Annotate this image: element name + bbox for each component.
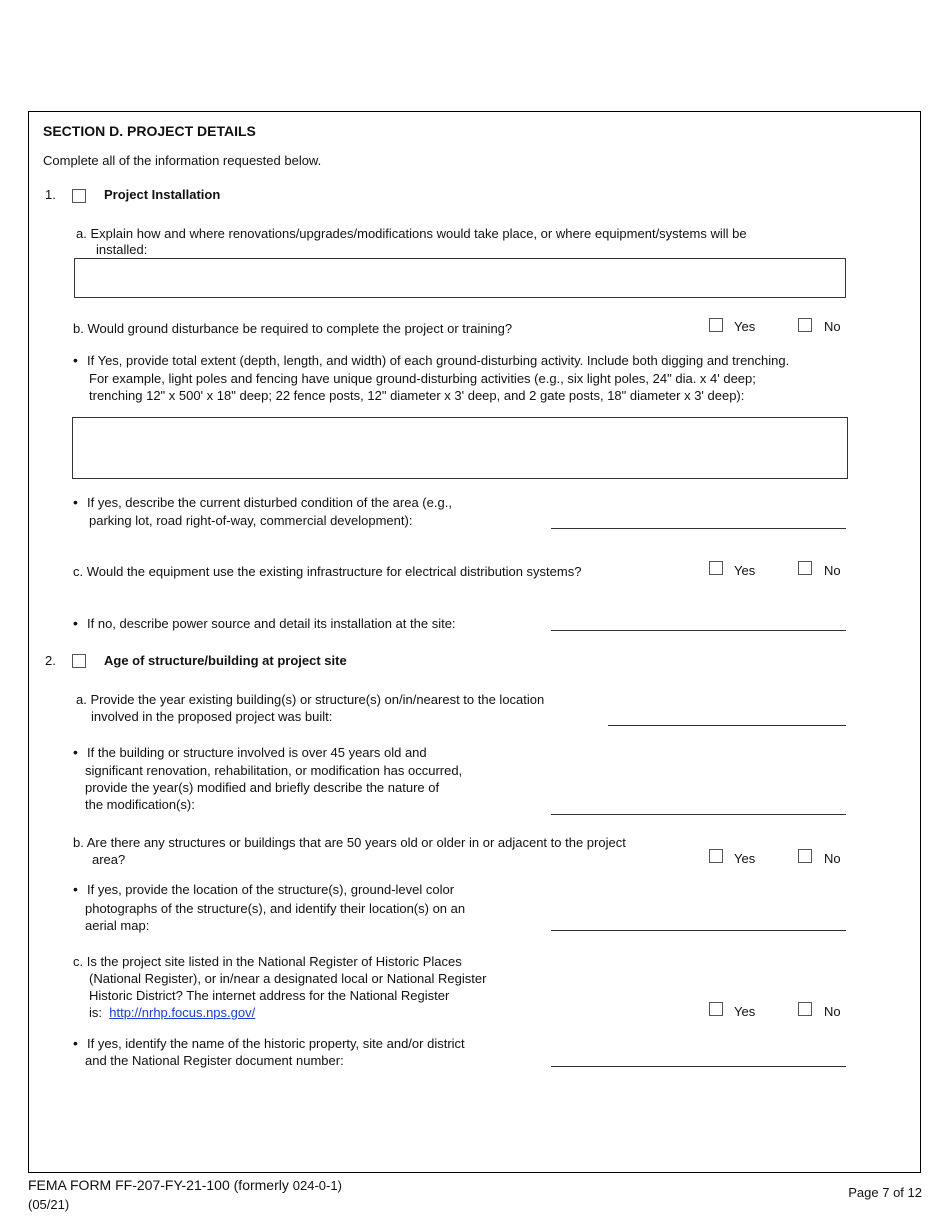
q1b-no-label: No <box>824 319 841 334</box>
bullet-icon: • <box>73 1035 78 1051</box>
q2a-bullet-line3: provide the year(s) modified and briefly describe the nature of <box>85 780 440 795</box>
q1a-text-line2: installed: <box>96 242 148 257</box>
section-intro: Complete all of the information requested below. <box>43 153 322 168</box>
page-number: Page 7 of 12 <box>848 1185 922 1200</box>
q2c-line2: (National Register), or in/near a designated local or National Register <box>89 971 487 986</box>
q2-checkbox[interactable] <box>72 654 86 668</box>
form-identifier <box>28 1176 342 1214</box>
q1-title: Project Installation <box>104 187 221 202</box>
bullet-icon: • <box>73 352 78 368</box>
q2b-yes-checkbox[interactable] <box>709 849 723 863</box>
q2c-yes-checkbox[interactable] <box>709 1002 723 1016</box>
q2b-line1: b. Are there any structures or buildings that are 50 years old or older in or adjacent to the project <box>73 835 626 850</box>
q1b-bullet1-line1: If Yes, provide total extent (depth, length, and width) of each ground-disturbing activity. Include both digging and trenching. <box>87 353 790 368</box>
bullet-icon: • <box>73 881 78 897</box>
q2b-bullet-line1: If yes, provide the location of the structure(s), ground-level color <box>87 882 455 897</box>
q1b-no-checkbox[interactable] <box>798 318 812 332</box>
bullet-icon: • <box>73 615 78 631</box>
q2a-line2: involved in the proposed project was built: <box>91 709 333 724</box>
q1b-extent-answer-field[interactable] <box>72 417 848 479</box>
q2c-line1: c. Is the project site listed in the National Register of Historic Places <box>73 954 462 969</box>
q1b-yes-checkbox[interactable] <box>709 318 723 332</box>
q2c-no-checkbox[interactable] <box>798 1002 812 1016</box>
q2c-bullet-line1: If yes, identify the name of the historic property, site and/or district <box>87 1036 465 1051</box>
bullet-icon: • <box>73 744 78 760</box>
q1c-bullet: If no, describe power source and detail its installation at the site: <box>87 616 456 631</box>
q1b-bullet1-line3: trenching 12" x 500' x 18" deep; 22 fence posts, 12" diameter x 3' deep, and 2 gate posts, 18" diameter x 3' deep): <box>89 388 745 403</box>
q1b-disturbed-condition-line[interactable] <box>551 528 846 529</box>
q1c-question: c. Would the equipment use the existing infrastructure for electrical distribution systems? <box>73 564 582 579</box>
q1c-no-checkbox[interactable] <box>798 561 812 575</box>
form-former-number: 024-0-1) <box>292 1178 342 1193</box>
q2b-no-label: No <box>824 851 841 866</box>
section-title: SECTION D. PROJECT DETAILS <box>43 123 256 139</box>
q2c-yes-label: Yes <box>734 1004 756 1019</box>
q1b-question: b. Would ground disturbance be required to complete the project or training? <box>73 321 513 336</box>
form-number: FEMA FORM FF-207-FY-21-100 (formerly <box>28 1177 289 1193</box>
q1-number: 1. <box>45 187 56 202</box>
q1b-yes-label: Yes <box>734 319 756 334</box>
q2b-no-checkbox[interactable] <box>798 849 812 863</box>
q2c-line3: Historic District? The internet address for the National Register <box>89 988 450 1003</box>
q1a-text-line1: a. Explain how and where renovations/upgrades/modifications would take place, or where equipment/systems will be <box>76 226 747 241</box>
q2-title: Age of structure/building at project site <box>104 653 347 668</box>
q2b-yes-label: Yes <box>734 851 756 866</box>
q1b-bullet2-line1: If yes, describe the current disturbed condition of the area (e.g., <box>87 495 452 510</box>
q2c-no-label: No <box>824 1004 841 1019</box>
q2b-line2: area? <box>92 852 126 867</box>
q2b-structure-location-line[interactable] <box>551 930 846 931</box>
q2a-bullet-line1: If the building or structure involved is over 45 years old and <box>87 745 427 760</box>
q2c-historic-property-line[interactable] <box>551 1066 846 1067</box>
q2a-line1: a. Provide the year existing building(s) or structure(s) on/in/nearest to the location <box>76 692 545 707</box>
q1b-bullet2-line2: parking lot, road right-of-way, commercial development): <box>89 513 413 528</box>
q2a-bullet-line2: significant renovation, rehabilitation, or modification has occurred, <box>85 763 463 778</box>
q1c-power-source-line[interactable] <box>551 630 846 631</box>
q2c-line4 <box>89 1004 255 1021</box>
q2c-bullet-line2: and the National Register document number: <box>85 1053 344 1068</box>
q2b-bullet-line2: photographs of the structure(s), and identify their location(s) on an <box>85 901 466 916</box>
q2a-year-built-line[interactable] <box>608 725 846 726</box>
q1c-yes-label: Yes <box>734 563 756 578</box>
q2a-modification-line[interactable] <box>551 814 846 815</box>
q2a-bullet-line4: the modification(s): <box>85 797 195 812</box>
nrhp-link[interactable]: http://nrhp.focus.nps.gov/ <box>109 1005 256 1020</box>
q1c-yes-checkbox[interactable] <box>709 561 723 575</box>
q1c-no-label: No <box>824 563 841 578</box>
q1-checkbox[interactable] <box>72 189 86 203</box>
q2c-is-prefix: is: <box>89 1005 102 1020</box>
bullet-icon: • <box>73 494 78 510</box>
q1b-bullet1-line2: For example, light poles and fencing have unique ground-disturbing activities (e.g., six light poles, 24" dia. x 4' deep; <box>89 371 756 386</box>
form-date: (05/21) <box>28 1197 70 1212</box>
q1a-answer-field[interactable] <box>74 258 846 298</box>
q2-number: 2. <box>45 653 56 668</box>
q2b-bullet-line3: aerial map: <box>85 918 150 933</box>
